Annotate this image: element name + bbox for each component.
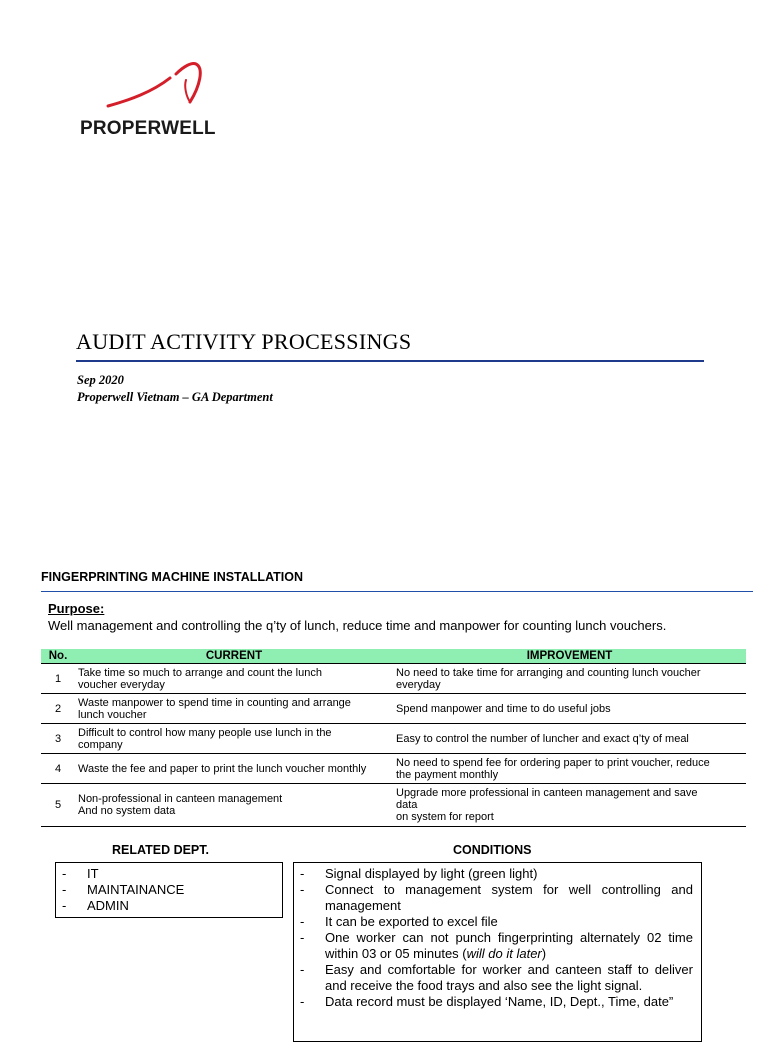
table-row	[41, 724, 746, 754]
company-logo	[78, 56, 248, 146]
document-date: Sep 2020	[77, 373, 124, 387]
list-item: - Easy and comfortable for worker and canteen staff to deliver and receive the food trays and also see the light signal.	[300, 962, 693, 994]
row-number: 2	[41, 694, 75, 724]
list-item	[300, 930, 693, 962]
improvement-cell: Upgrade more professional in canteen management and save data on system for report	[393, 784, 746, 827]
conditions-title: CONDITIONS	[453, 843, 532, 857]
section-title: FINGERPRINTING MACHINE INSTALLATION	[41, 570, 304, 584]
list-item: - Data record must be displayed ‘Name, ID, Dept., Time, date”	[300, 994, 693, 1010]
current-cell: Take time so much to arrange and count the lunch voucher everyday	[75, 664, 393, 694]
current-cell: Non-professional in canteen management And no system data	[75, 784, 393, 827]
list-item: - MAINTAINANCE	[62, 882, 282, 898]
improvement-cell: No need to take time for arranging and counting lunch voucher everyday	[393, 664, 746, 694]
list-item: - IT	[62, 866, 282, 882]
logo-swoosh-icon	[100, 56, 230, 112]
purpose-label: Purpose:	[48, 601, 105, 616]
header-improvement: IMPROVEMENT	[393, 649, 746, 664]
section-divider	[41, 591, 753, 592]
header-no: No.	[41, 649, 75, 664]
logo-wordmark: PROPERWELL	[80, 118, 216, 139]
related-dept-title: RELATED DEPT.	[112, 843, 209, 857]
improvement-cell: Easy to control the number of luncher and exact q’ty of meal	[393, 724, 746, 754]
row-number: 3	[41, 724, 75, 754]
related-dept-list	[62, 866, 282, 914]
table-row	[41, 694, 746, 724]
row-number: 1	[41, 664, 75, 694]
condition-text-end: )	[541, 946, 547, 961]
comparison-table	[41, 649, 746, 827]
purpose-text: Well management and controlling the q’ty of lunch, reduce time and manpower for counting lunch vouchers.	[48, 618, 667, 633]
improvement-cell: Spend manpower and time to do useful jobs	[393, 694, 746, 724]
list-item: - Signal displayed by light (green light)	[300, 866, 693, 882]
current-cell: Difficult to control how many people use lunch in the company	[75, 724, 393, 754]
related-dept-box	[55, 862, 283, 918]
current-cell: Waste manpower to spend time in counting and arrange lunch voucher	[75, 694, 393, 724]
table-row	[41, 664, 746, 694]
table-header-row	[41, 649, 746, 664]
document-title: AUDIT ACTIVITY PROCESSINGS	[76, 329, 412, 354]
title-divider	[76, 360, 704, 362]
row-number: 4	[41, 754, 75, 784]
list-item: - ADMIN	[62, 898, 282, 914]
improvement-cell: No need to spend fee for ordering paper to print voucher, reduce the payment monthly	[393, 754, 746, 784]
conditions-list	[300, 866, 693, 1010]
row-number: 5	[41, 784, 75, 827]
list-item: - Connect to management system for well controlling and management	[300, 882, 693, 914]
table-row	[41, 784, 746, 827]
condition-text: One worker can not punch fingerprinting alternately 02 time within 03 or 05 minutes (	[325, 930, 693, 961]
table-row	[41, 754, 746, 784]
conditions-box	[293, 862, 702, 1042]
current-cell: Waste the fee and paper to print the lunch voucher monthly	[75, 754, 393, 784]
condition-emphasis: will do it later	[466, 946, 542, 961]
header-current: CURRENT	[75, 649, 393, 664]
list-item: - It can be exported to excel file	[300, 914, 693, 930]
document-department: Properwell Vietnam – GA Department	[77, 390, 273, 404]
